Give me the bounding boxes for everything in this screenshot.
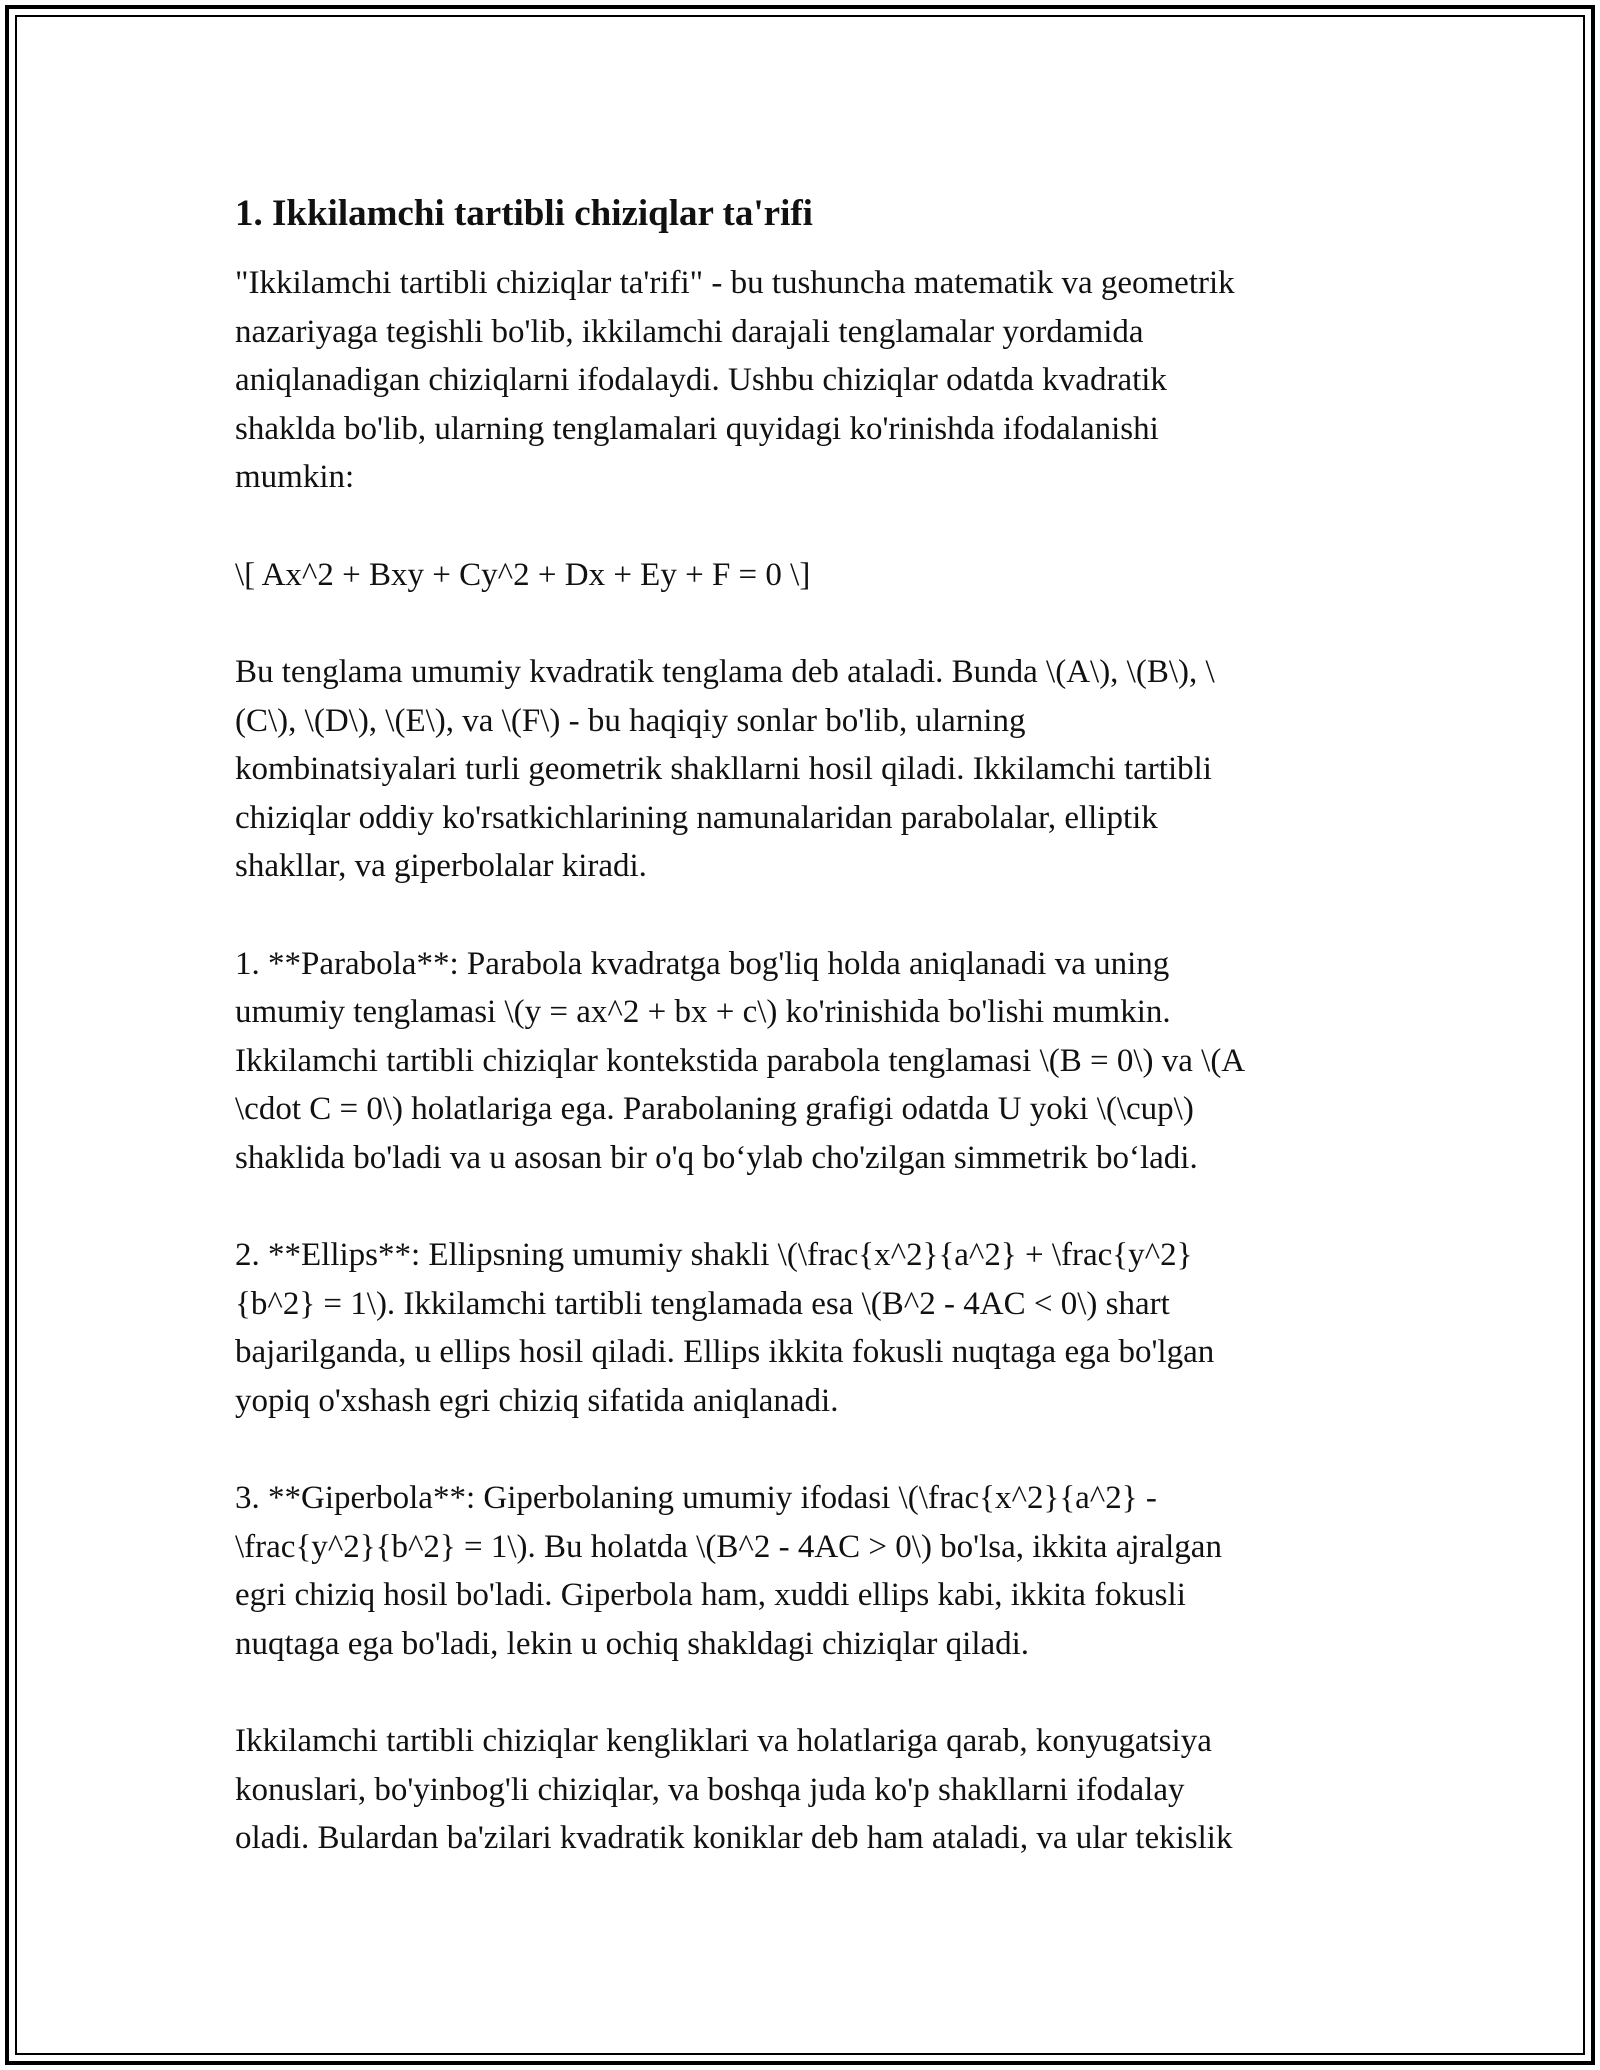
document-body	[235, 190, 1375, 1912]
hyperbola-paragraph: 3. **Giperbola**: Giperbolaning umumiy ifodasi \(\frac{x^2}{a^2} - \frac{y^2}{b^2} = 1\). Bu holatda \(B^2 - 4AC > 0\) bo'lsa, ikkita ajralgan egri chiziq hosil bo'ladi. Giperbola ham, xuddi ellips kabi, ikkita fokusli nuqtaga ega bo'ladi, lekin u ochiq shakldagi chiziqlar qiladi.	[235, 1480, 1222, 1662]
section-heading: 1. Ikkilamchi tartibli chiziqlar ta'rifi	[235, 193, 813, 234]
general-equation: \[ Ax^2 + Bxy + Cy^2 + Dx + Ey + F = 0 \]	[235, 556, 811, 593]
intro-paragraph: "Ikkilamchi tartibli chiziqlar ta'rifi" - bu tushuncha matematik va geometrik nazariyaga tegishli bo'lib, ikkilamchi darajali tenglamalar yordamida aniqlanadigan chiziqlarni ifodalaydi. Ushbu chiziqlar odatda kvadratik shaklda bo'lib, ularning tenglamalari quyidagi ko'rinishda ifodalanishi mumkin:	[235, 265, 1235, 495]
parabola-paragraph: 1. **Parabola**: Parabola kvadratga bog'liq holda aniqlanadi va uning umumiy tenglamasi \(y = ax^2 + bx + c\) ko'rinishida bo'lishi mumkin. Ikkilamchi tartibli chiziqlar kontekstida parabola tenglamasi \(B = 0\) va \(A \cdot C = 0\) holatlariga ega. Parabolaning grafigi odatda U yoki \(\cup\) shaklida bo'ladi va u asosan bir o'q bo‘ylab cho'zilgan simmetrik bo‘ladi.	[235, 945, 1246, 1176]
equation-explanation-paragraph: Bu tenglama umumiy kvadratik tenglama deb ataladi. Bunda \(A\), \(B\), \ (C\), \(D\), \(E\), va \(F\) - bu haqiqiy sonlar bo'lib, ularning kombinatsiyalari turli geometrik shakllarni hosil qiladi. Ikkilamchi tartibli chiziqlar oddiy ko'rsatkichlarining namunalaridan parabolalar, elliptik shakllar, va giperbolalar kiradi.	[235, 654, 1215, 884]
ellipse-paragraph: 2. **Ellips**: Ellipsning umumiy shakli \(\frac{x^2}{a^2} + \frac{y^2} {b^2} = 1\). Ikkilamchi tartibli tenglamada esa \(B^2 - 4AC < 0\) shart bajarilganda, u ellips hosil qiladi. Ellips ikkita fokusli nuqtaga ega bo'lgan yopiq o'xshash egri chiziq sifatida aniqlanadi.	[235, 1237, 1215, 1419]
conclusion-paragraph: Ikkilamchi tartibli chiziqlar kengliklari va holatlariga qarab, konyugatsiya konuslari, bo'yinbog'li chiziqlar, va boshqa juda ko'p shakllarni ifodalay oladi. Bulardan ba'zilari kvadratik koniklar deb ham ataladi, va ular tekislik	[235, 1723, 1233, 1856]
